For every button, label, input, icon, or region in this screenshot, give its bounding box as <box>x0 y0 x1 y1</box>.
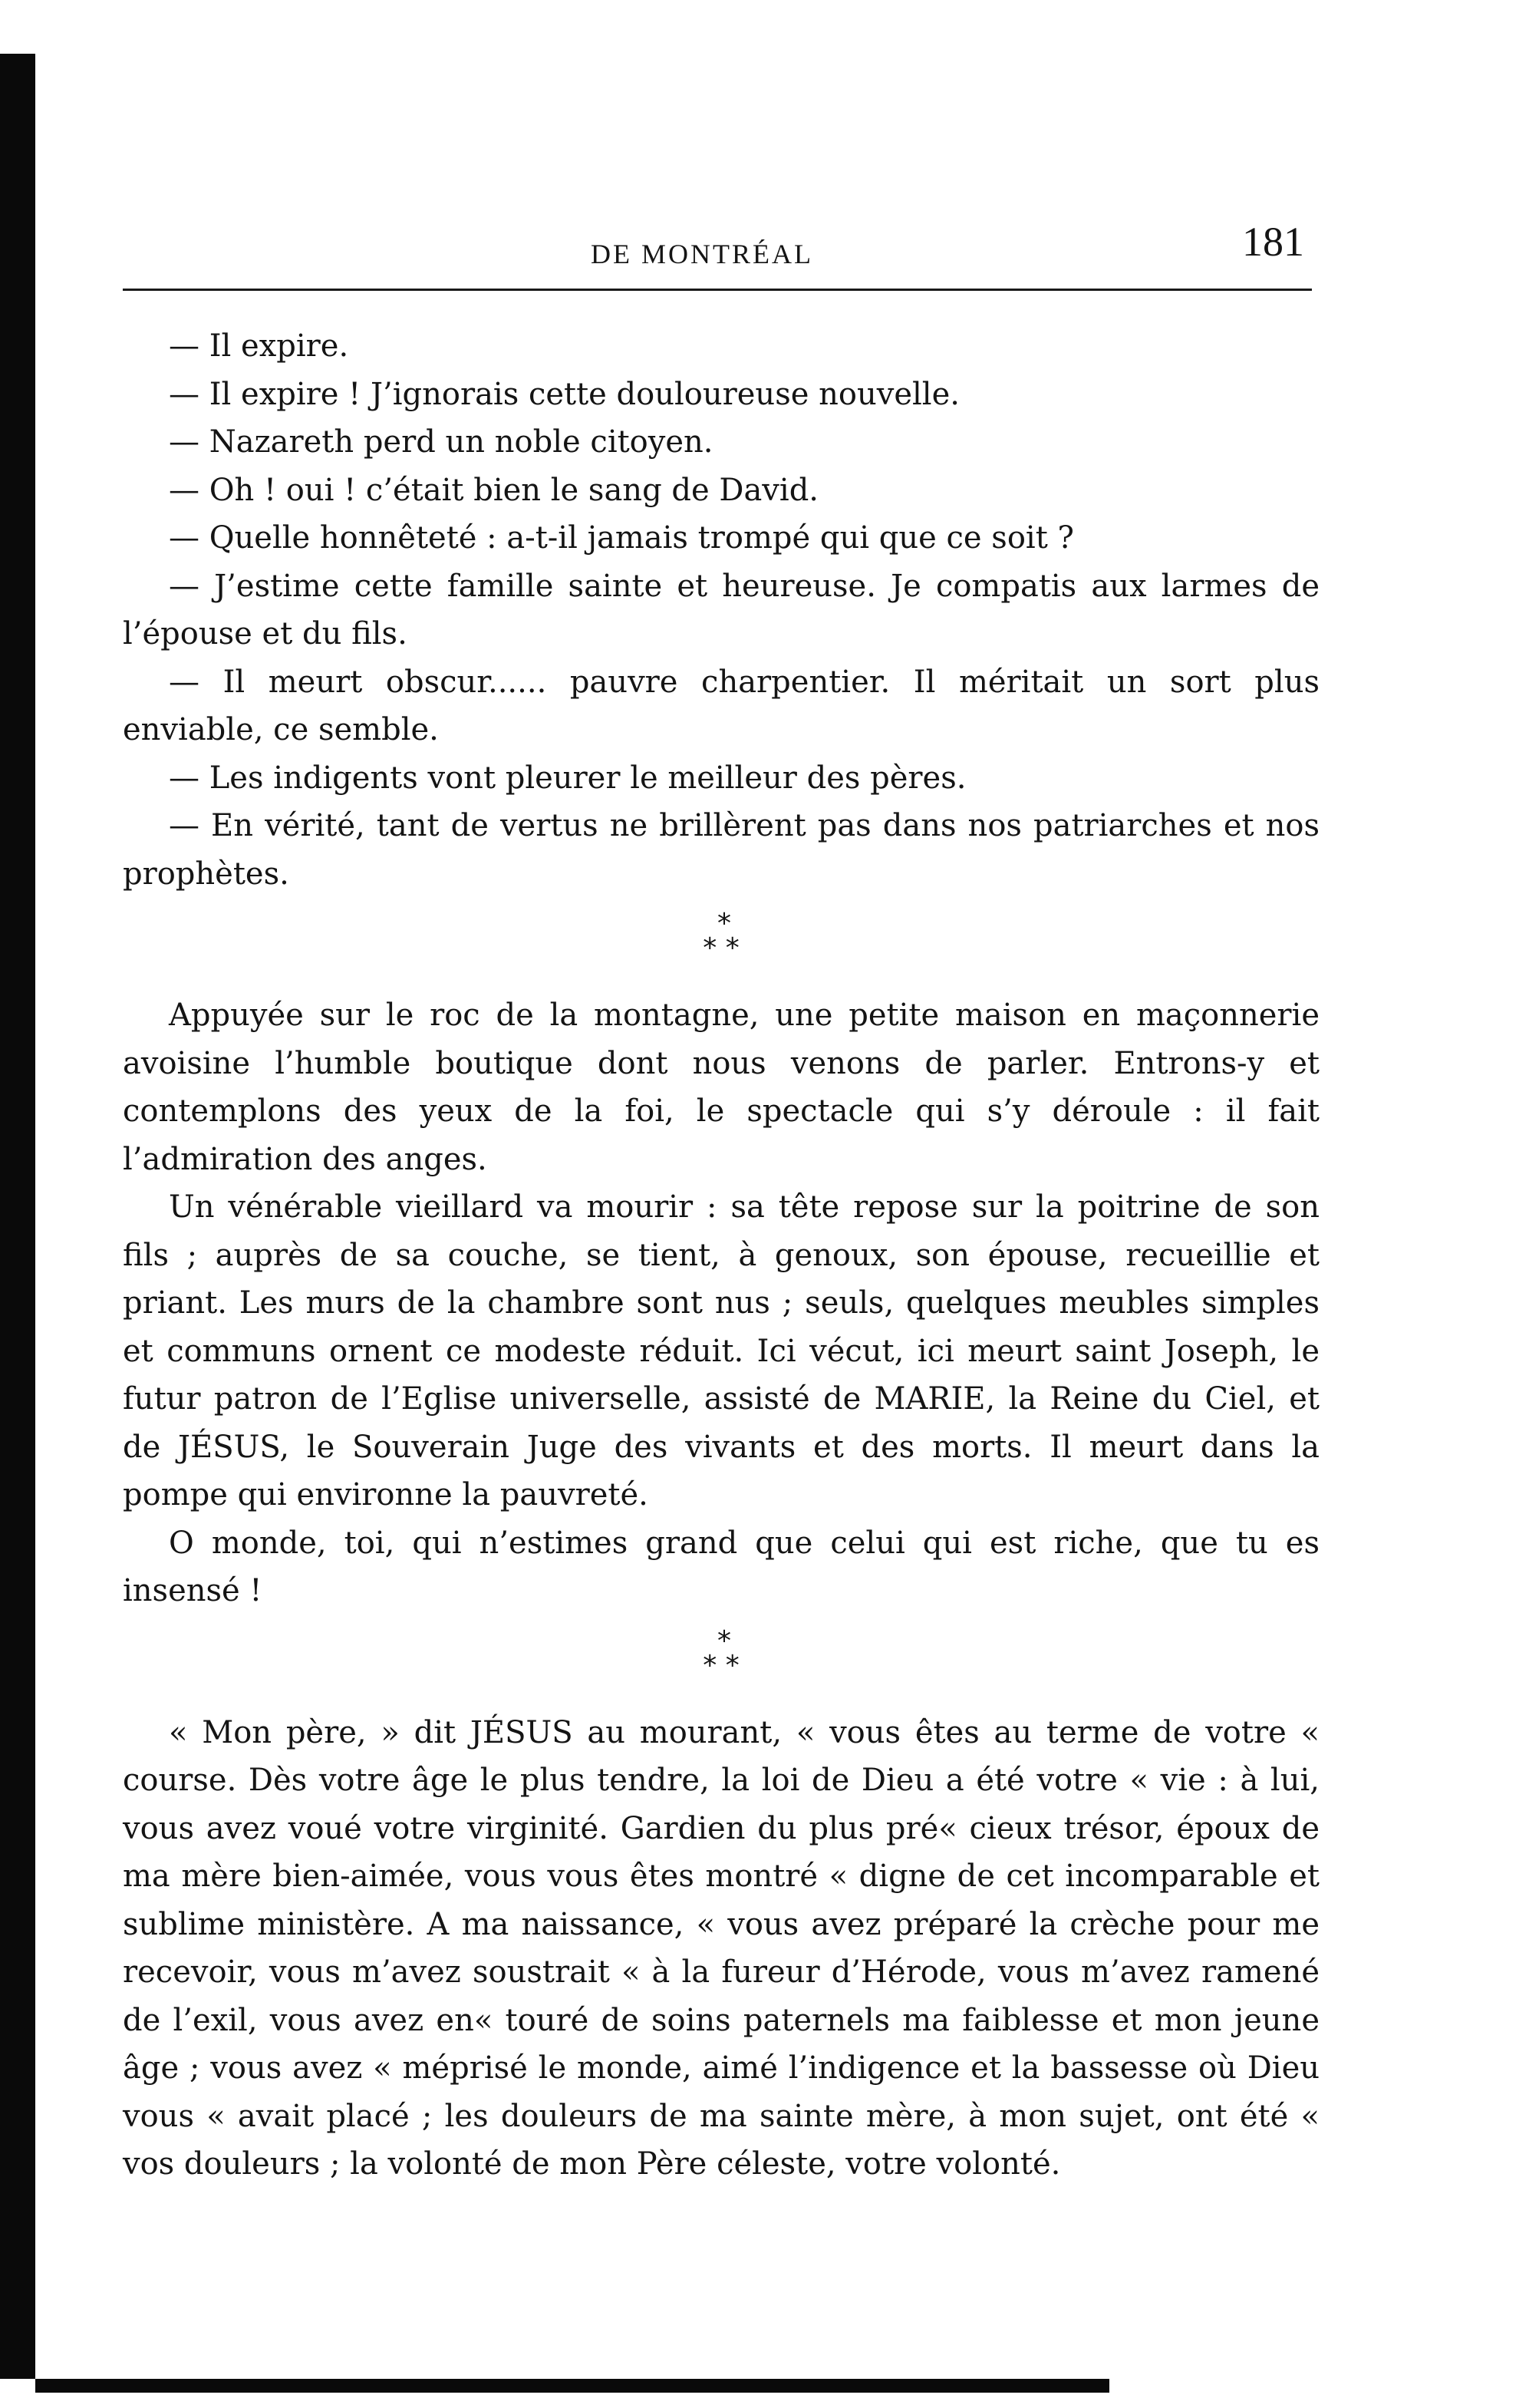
paragraph: Appuyée sur le roc de la montagne, une petite maison en maçonnerie avoisine l’humble boutique dont nous venons de parler. Entrons-y et contemplons des yeux de la foi, le spectacle qui s’y déroule : il fait l’admiration des anges. <box>123 998 1320 1177</box>
speech-paragraph: « Mon père, » dit JÉSUS au mourant, « vous êtes au terme de votre « course. Dès votre âge le plus tendre, la loi de Dieu a été votre « vie : à lui, vous avez voué votre virginité. Gardien du plus pré« cieux trésor, époux de ma mère bien-aimée, vous vous êtes montré « digne de cet incomparable et sublime ministère. A ma naissance, « vous avez préparé la crèche pour me recevoir, vous m’avez soustrait « à la fureur d’Hérode, vous m’avez ramené de l’exil, vous avez en« touré de soins paternels ma faiblesse et mon jeune âge ; vous avez « méprisé le monde, aimé l’indigence et la bassesse où Dieu vous « avait placé ; les douleurs de ma sainte mère, à mon sujet, ont été « vos douleurs ; la volonté de mon Père céleste, votre volonté. <box>123 1714 1320 2182</box>
dialogue-line: — Oh ! oui ! c’était bien le sang de David. <box>169 472 819 508</box>
dialogue-line: — Il expire. <box>169 328 349 364</box>
running-title: DE MONTRÉAL <box>591 239 813 269</box>
section-separator <box>123 898 1320 991</box>
page-text <box>123 322 1320 2189</box>
paragraph: Un vénérable vieillard va mourir : sa tête repose sur la poitrine de son fils ; auprès de sa couche, se tient, à genoux, son épouse, recueillie et priant. Les murs de la chambre sont nus ; seuls, quelques meubles simples et communs ornent ce modeste réduit. Ici vécut, ici meurt saint Joseph, le futur patron de l’Eglise universelle, assisté de MARIE, la Reine du Ciel, et de JÉSUS, le Souverain Juge des vivants et des morts. Il meurt dans la pompe qui environne la pauvreté. <box>123 1189 1320 1512</box>
section-separator <box>123 1615 1320 1709</box>
header-rule <box>123 289 1312 291</box>
scan-edge-left <box>0 54 35 2379</box>
dialogue-line: — Quelle honnêteté : a-t-il jamais trompé qui que ce soit ? <box>169 520 1074 556</box>
scan-edge-bottom <box>35 2379 1109 2393</box>
book-page <box>123 215 1335 2182</box>
dialogue-line: — Il meurt obscur...... pauvre charpentier. Il méritait un sort plus enviable, ce semble. <box>123 664 1320 747</box>
dialogue-line: — En vérité, tant de vertus ne brillèrent pas dans nos patriarches et nos prophètes. <box>123 808 1320 892</box>
dialogue-line: — Nazareth perd un noble citoyen. <box>169 424 713 460</box>
page-number: 181 <box>1242 219 1304 265</box>
separator-bottom-stars: * * <box>703 1649 740 1681</box>
running-head <box>123 215 1335 292</box>
separator-bottom-stars: * * <box>703 932 740 964</box>
paragraph: O monde, toi, qui n’estimes grand que celui qui est riche, que tu es insensé ! <box>123 1525 1320 1608</box>
separator-top-star: * <box>717 908 731 939</box>
dialogue-line: — Il expire ! J’ignorais cette douloureuse nouvelle. <box>169 376 960 412</box>
dialogue-line: — J’estime cette famille sainte et heureuse. Je compatis aux larmes de l’épouse et du fils. <box>123 568 1320 651</box>
separator-top-star: * <box>717 1625 731 1657</box>
dialogue-line: — Les indigents vont pleurer le meilleur des pères. <box>169 760 967 796</box>
